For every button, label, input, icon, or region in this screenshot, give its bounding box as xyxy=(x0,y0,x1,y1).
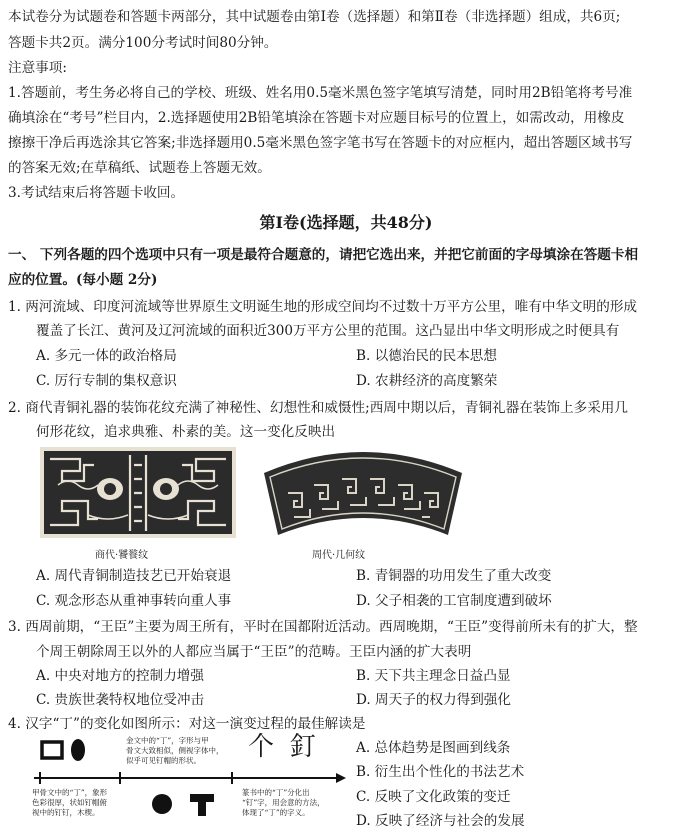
q4-option-a: A. 总体趋势是图画到线条 xyxy=(356,740,511,756)
q2-option-d: D. 父子相袭的工官制度遭到破坏 xyxy=(356,593,552,609)
part-instructions: 一、 下列各题的四个选项中只有一项是最符合题意的，请把它选出来，并把它前面的字母填涂在答题卡相 xyxy=(8,247,639,263)
notice-heading: 注意事项: xyxy=(8,60,67,76)
q3-option-a: A. 中央对地方的控制力增强 xyxy=(36,668,204,684)
oracle-square-glyph xyxy=(42,742,62,758)
q2-option-c: C. 观念形态从重神事转向重人事 xyxy=(36,593,232,609)
q1-option-d: D. 农耕经济的高度繁荣 xyxy=(356,373,498,389)
q2-option-a: A. 周代青铜制造技艺已开始衰退 xyxy=(36,568,232,584)
bronze-dot-glyph xyxy=(152,794,172,814)
q4-option-d: D. 反映了经济与社会的发展 xyxy=(356,813,525,829)
diagram-note: 篆书中的“丁”分化出 xyxy=(242,788,310,797)
intro-line: 答题卡共2页。满分100分考试时间80分钟。 xyxy=(8,35,278,51)
diagram-note: 色彩很厚，状如钉帽俯 xyxy=(32,798,107,807)
question-2-stem: 何形花纹，追求典雅、朴素的美。这一变化反映出 xyxy=(36,424,336,440)
q2-option-b: B. 青铜器的功用发生了重大改变 xyxy=(356,568,552,584)
zhou-geometric-pattern-image xyxy=(258,443,468,543)
section-title: 第Ⅰ卷(选择题，共48分) xyxy=(259,213,433,232)
diagram-note: 骨文大致相似，侧视字体中， xyxy=(126,746,224,755)
question-1-stem: 覆盖了长江、黄河及辽河流域的面积近300万平方公里的范围。这凸显出中华文明形成之时便具有 xyxy=(36,323,620,339)
notice-item: 确填涂在“考号”栏目内，2.选择题使用2B铅笔填涂在答题卡对应题目标号的位置上，如需改动，用橡皮 xyxy=(8,110,625,126)
q3-option-b: B. 天下共主理念日益凸显 xyxy=(356,668,511,684)
diagram-note: 甲骨文中的“丁”，象形 xyxy=(32,788,108,797)
diagram-note: 似乎可见钉帽的形状。 xyxy=(126,756,201,765)
shang-taotie-pattern-image xyxy=(38,445,238,540)
q1-option-a: A. 多元一体的政治格局 xyxy=(36,348,177,364)
seal-script-ding-glyph: 个 xyxy=(248,732,275,762)
question-1-stem: 1. 两河流域、印度河流域等世界原生文明诞生地的形成空间均不过数十万平方公里，唯有中华文明的形成 xyxy=(8,299,638,315)
question-4-stem: 4. 汉字“丁”的变化如图所示：对这一演变过程的最佳解读是 xyxy=(8,716,366,732)
q3-option-d: D. 周天子的权力得到强化 xyxy=(356,692,511,708)
notice-item: 1.答题前，考生务必将自己的学校、班级、姓名用0.5毫米黑色签字笔填写清楚，同时用2B铅笔将考号准 xyxy=(8,85,633,101)
q3-option-c: C. 贵族世袭特权地位受冲击 xyxy=(36,692,205,708)
image-caption: 商代·饕餮纹 xyxy=(95,550,149,561)
q1-option-b: B. 以德治民的民本思想 xyxy=(356,348,497,364)
diagram-note: 体现了“丁”的字义。 xyxy=(242,808,310,817)
question-3-stem: 个周王朝除周王以外的人都应当属于“王臣”的范畴。王臣内涵的扩大表明 xyxy=(36,644,472,660)
image-caption: 周代·几何纹 xyxy=(312,550,366,561)
question-2-stem: 2. 商代青铜礼器的装饰花纹充满了神秘性、幻想性和威慑性;西周中期以后，青铜礼器在装饰上多采用几 xyxy=(8,400,628,416)
notice-item: 3.考试结束后将答题卡收回。 xyxy=(8,185,185,201)
notice-item: 擦擦干净后再选涂其它答案;非选择题用0.5毫米黑色签字笔书写在答题卡的对应框内，超出答题区域书写 xyxy=(8,135,633,151)
diagram-note: 视中的钉钉，木楔。 xyxy=(32,808,100,817)
seal-script-ding-variant-glyph: 釘 xyxy=(290,732,317,762)
q4-option-c: C. 反映了文化政策的变迁 xyxy=(356,789,511,805)
question-3-stem: 3. 西周前期，“王臣”主要为周王所有，平时在国都附近活动。西周晚期，“王臣”变得前所未有的扩大，整 xyxy=(8,619,638,635)
intro-line: 本试卷分为试题卷和答题卡两部分，其中试题卷由第Ⅰ卷（选择题）和第Ⅱ卷（非选择题）组成，共6页; xyxy=(8,9,621,25)
diagram-note: “钉”字，用会意的方法， xyxy=(242,798,325,807)
part-instructions: 应的位置。(每小题 2分) xyxy=(8,272,158,288)
q4-option-b: B. 衍生出个性化的书法艺术 xyxy=(356,764,525,780)
oracle-oval-glyph xyxy=(71,739,85,761)
character-evolution-diagram xyxy=(30,732,348,832)
bronze-nail-glyph xyxy=(190,794,214,816)
notice-item: 的答案无效;在草稿纸、试题卷上答题无效。 xyxy=(8,160,271,176)
diagram-note: 金文中的“丁”，字形与甲 xyxy=(126,736,209,745)
q1-option-c: C. 厉行专制的集权意识 xyxy=(36,373,177,389)
